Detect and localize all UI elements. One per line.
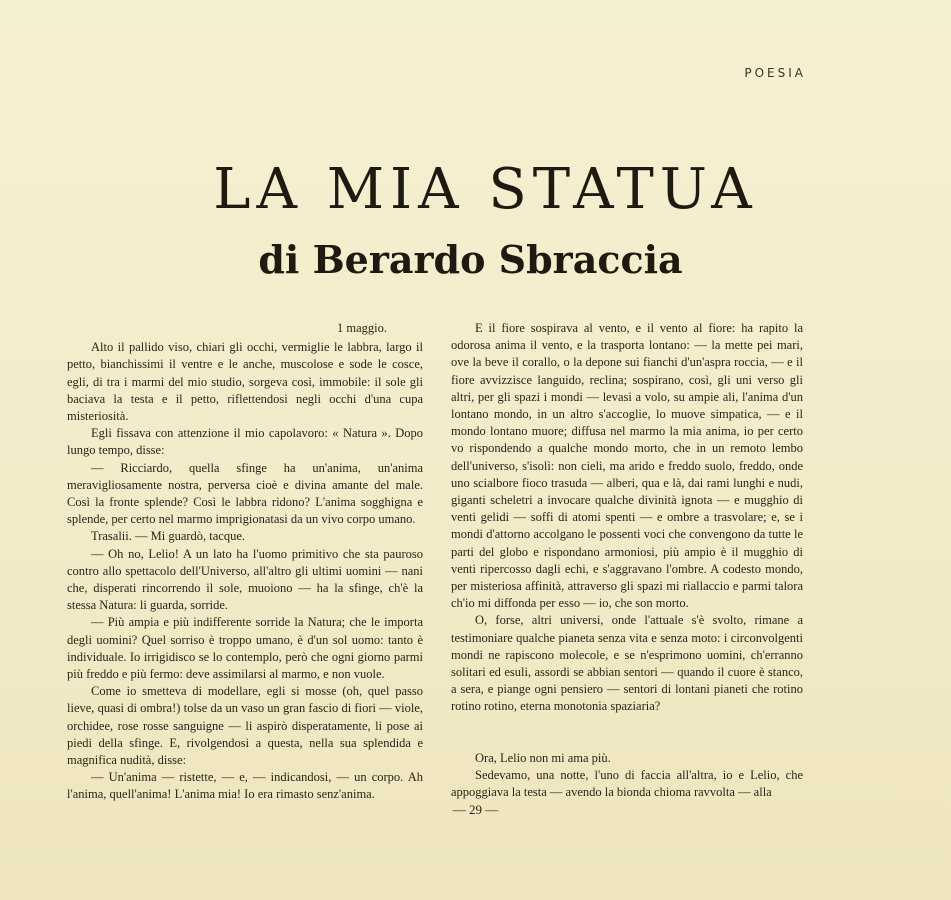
paragraph: Egli fissava con attenzione il mio capolavoro: « Natura ». Dopo lungo tempo, disse: (67, 426, 423, 458)
paragraph: Come io smetteva di modellare, egli si mosse (oh, quel passo lieve, quasi di ombra!) tolse da un vaso un gran fascio di fiori — viole, orchidee, rose rosse sanguigne — li aspirò disperatamente, li pose ai piedi della sfinge. E, rivolgendosi a questa, nella sua splendida e magnifica nudità, disse: (67, 684, 423, 768)
article-title: LA MIA STATUA (213, 157, 758, 222)
paragraph: O, forse, altri universi, onde l'attuale s'è svolto, rimane a testimoniare qualche pianeta senza vita e senza moto: i circonvolgenti mondi ne rapiscono molecole, e se n'esprimono uomini, ch'erranno solitari ed esuli, assordi se abbian sentori — quando il cuore è stanco, a sera, e piange ogni pensiero — sentori di lontani pianeti che rotino rotino rotino, eterna monotonia spaziaria? (451, 613, 803, 714)
paragraph: — Oh no, Lelio! A un lato ha l'uomo primitivo che sta pauroso contro allo spettacolo dell'Universo, all'altro gli ultimi uomini — nani che, disperati rincorrendo il sole, muoiono — ha la sfinge, ch'è la stessa Natura: li guarda, sorride. (67, 546, 423, 613)
right-text-column (451, 320, 803, 801)
paragraph: — Più ampia e più indifferente sorride la Natura; che le importa degli uomini? Quel sorriso è troppo umano, è d'un sol uomo: tanto è individuale. Io irrigidisco se lo contemplo, però che ogni giorno parmi più freddo e più fermo: deve assimilarsi al marmo, e non vuole. (67, 615, 423, 682)
paragraph: — Un'anima — ristette, — e, — indicandosi, — un corpo. Ah l'anima, quell'anima! L'anima mia! Io era rimasto senz'anima. (67, 770, 423, 802)
section-label: POESIA (744, 66, 806, 80)
entry-date: 1 maggio. (337, 321, 387, 335)
paragraph: — Ricciardo, quella sfinge ha un'anima, un'anima meravigliosamente nostra, perversa cioè e divina amante del male. Così la fronte splende? Così le labbra ridono? L'anima sogghigna e splende, per certo nel marmo imprigionatasi da un vivo corpo umano. (67, 460, 423, 527)
page-number: — 29 — (452, 802, 499, 817)
paragraph: Sedevamo, una notte, l'uno di faccia all'altra, io e Lelio, che appoggiava la testa — avendo la bionda chioma ravvolta — alla (451, 767, 803, 800)
paragraph: Trasalii. — Mi guardò, tacque. (91, 529, 246, 544)
paragraph: Ora, Lelio non mi ama più. (475, 750, 611, 765)
paragraph: E il fiore sospirava al vento, e il vento al fiore: ha rapito la odorosa anima il vento, e la trasporta lontano: — la mette pei mari, ove la beve il corallo, o la depone sui fianchi d'un'aspra roccia, — e il fiore avvizzisce languido, reclina; sospirano, così, gli uni verso gli altri, per gli spazi i mondi — levasi a volo, su ampie ali, l'anima d'un lontano mondo, in un altro s'accoglie, lo muove simpatica, — e il mondo lontano muore; diffusa nel marmo la mia anima, io per certo vo rispondendo a qualche mondo morto, che in un remoto lembo dell'universo, s'isolì: non cieli, ma arido e freddo suolo, freddo, onde uno scialbore fioco trasuda — alberi, qua e là, dai rami lunghi e nudi, giganti scheletri a invocare qualche divinità ignota — e mugghio di venti gelidi — soffi di atomi spenti — e ombre a trasvolare; e, se i mondi d'attorno accolgano le possenti voci che convengono da tutte le parti del globo e rispondano armoniosi, più ampio è il mugghio di venti ripercosso dagli echi, e s'aggravano l'ombre. A codesto mondo, per misteriosa affinità, attraverso gli spazi mi riallaccio e parmi talora ch'io mi diffonda per esso — io, che son morto. (451, 321, 803, 611)
left-text-column (67, 320, 423, 804)
article-byline: di Berardo Sbraccia (258, 237, 683, 282)
paragraph: Alto il pallido viso, chiari gli occhi, vermiglie le labbra, largo il petto, bianchissimi il ventre e le anche, muscolose e sode le cosce, egli, di tra i marmi del mio studio, sorgeva così, immobile: il sole gli baciava la testa e il petto, riflettendosi negli occhi d'una cupa misteriosità. (67, 340, 423, 424)
